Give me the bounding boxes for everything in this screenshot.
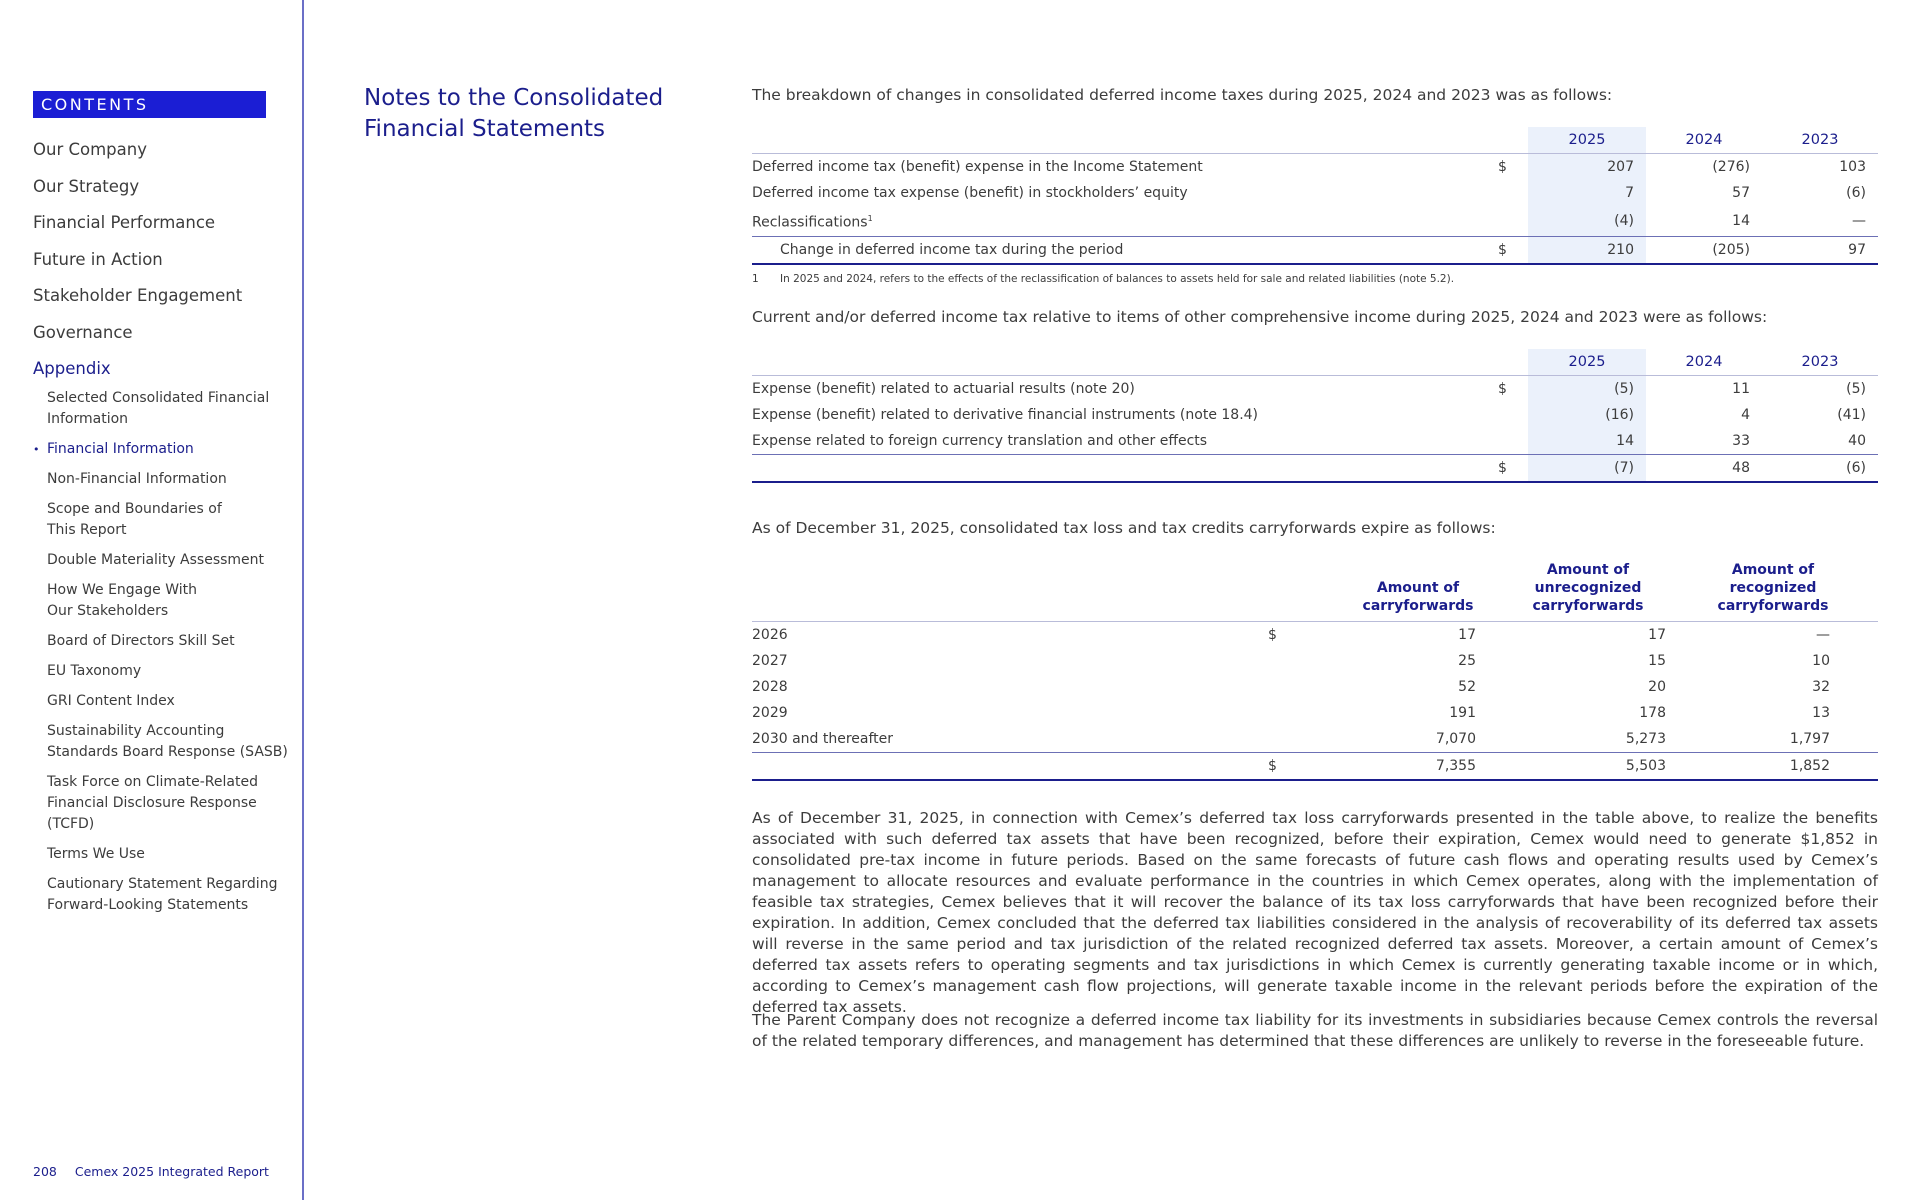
- value: 1,852: [1678, 753, 1878, 781]
- subnav-item[interactable]: Terms We Use: [47, 845, 145, 862]
- sidebar: [0, 0, 304, 1200]
- footnote-text: In 2025 and 2024, refers to the effects of the reclassification of balances to assets held for sale and related liabilities (note 5.2).: [780, 273, 1455, 285]
- appendix-subnav-wrapper: [33, 388, 293, 916]
- subnav-item[interactable]: Double Materiality Assessment: [47, 551, 265, 568]
- year-header: 2024: [1646, 127, 1762, 154]
- footnote: [752, 273, 1454, 285]
- value: 13: [1812, 705, 1830, 721]
- subnav-item[interactable]: EU Taxonomy: [47, 662, 142, 679]
- row-label: Deferred income tax (benefit) expense in the Income Statement: [752, 159, 1203, 175]
- currency: [1498, 206, 1528, 236]
- page-number: 208: [33, 1164, 57, 1179]
- currency: [1268, 648, 1298, 674]
- currency: [1498, 402, 1528, 428]
- value: (41): [1837, 407, 1866, 423]
- row-label: Expense (benefit) related to actuarial results (note 20): [752, 381, 1135, 397]
- value: 178: [1639, 705, 1666, 721]
- value: 57: [1732, 185, 1750, 201]
- section-title: Notes to the Consolidated Financial Statements: [364, 85, 664, 142]
- value: 210: [1528, 236, 1646, 264]
- value: (6): [1762, 455, 1878, 483]
- value: 32: [1812, 679, 1830, 695]
- value: 48: [1646, 455, 1762, 483]
- nav-item-future-in-action[interactable]: Future in Action: [33, 249, 163, 269]
- page-footer: [33, 1164, 269, 1179]
- value: 20: [1648, 679, 1666, 695]
- value: (5): [1846, 381, 1866, 397]
- table-row: [752, 376, 1878, 403]
- value: 15: [1648, 653, 1666, 669]
- row-label: [752, 206, 1498, 236]
- total-row: [752, 753, 1878, 781]
- intro-oci-taxes: Current and/or deferred income tax relative to items of other comprehensive income during 2025, 2024 and 2023 were as follows:: [752, 308, 1768, 326]
- value: (6): [1846, 185, 1866, 201]
- appendix-subnav: [33, 388, 293, 916]
- row-label: 2029: [752, 705, 788, 721]
- value: 1,797: [1789, 731, 1830, 747]
- footnote-ref: 1: [867, 214, 873, 223]
- table-row: [752, 154, 1878, 181]
- currency: [1268, 700, 1298, 726]
- table-row: [752, 180, 1878, 206]
- sidebar-nav: [33, 138, 293, 925]
- row-label: [752, 455, 1498, 483]
- value: (5): [1528, 376, 1646, 403]
- intro-carryforwards: As of December 31, 2025, consolidated tax loss and tax credits carryforwards expire as follows:: [752, 519, 1496, 537]
- year-header: 2023: [1762, 127, 1878, 154]
- table-header-row: [752, 561, 1878, 622]
- subnav-item[interactable]: GRI Content Index: [47, 692, 175, 709]
- currency: $: [1268, 753, 1298, 781]
- row-label: Expense (benefit) related to derivative financial instruments (note 18.4): [752, 407, 1259, 423]
- row-label-text: Reclassifications: [752, 214, 868, 231]
- report-title: Cemex 2025 Integrated Report: [74, 1164, 269, 1179]
- subnav-item[interactable]: Board of Directors Skill Set: [47, 632, 235, 649]
- value: (7): [1528, 455, 1646, 483]
- year-header: 2025: [1528, 127, 1646, 154]
- value: 207: [1528, 154, 1646, 181]
- year-header: 2025: [1528, 349, 1646, 376]
- subnav-item[interactable]: Task Force on Climate-Related Financial Disclosure Response (TCFD): [47, 773, 258, 832]
- currency: $: [1498, 159, 1507, 175]
- column-header: Amount of recognized carryforwards: [1678, 561, 1878, 622]
- table-row: [752, 648, 1878, 674]
- row-label: 2030 and thereafter: [752, 731, 894, 747]
- footnote-number: 1: [752, 273, 759, 285]
- subnav-item[interactable]: How We Engage With Our Stakeholders: [47, 581, 198, 619]
- nav-item-our-strategy[interactable]: Our Strategy: [33, 176, 140, 196]
- value: 103: [1839, 159, 1866, 175]
- column-header: Amount of carryforwards: [1298, 561, 1488, 622]
- table-header-row: [752, 349, 1878, 376]
- value: (205): [1646, 236, 1762, 264]
- value: 10: [1812, 653, 1830, 669]
- row-label: 2027: [752, 653, 788, 669]
- table-row: [752, 700, 1878, 726]
- row-label: 2028: [752, 679, 788, 695]
- deferred-tax-changes-table: [752, 127, 1878, 265]
- value: (4): [1528, 206, 1646, 236]
- oci-tax-table: [752, 349, 1878, 483]
- value: 5,503: [1488, 753, 1678, 781]
- subnav-item[interactable]: Non-Financial Information: [47, 470, 227, 487]
- value: 40: [1848, 433, 1866, 449]
- value: —: [1816, 627, 1830, 643]
- value: 7: [1528, 180, 1646, 206]
- value: 33: [1732, 433, 1750, 449]
- column-header: Amount of unrecognized carryforwards: [1488, 561, 1678, 622]
- value: 191: [1449, 705, 1476, 721]
- total-row: [752, 236, 1878, 264]
- row-label: 2026: [752, 627, 788, 643]
- value: (16): [1528, 402, 1646, 428]
- currency: $: [1498, 455, 1528, 483]
- currency: $: [1268, 627, 1277, 643]
- value: 4: [1741, 407, 1750, 423]
- value: 7,355: [1298, 753, 1488, 781]
- row-label: Change in deferred income tax during the period: [752, 236, 1498, 264]
- table-header-row: [752, 127, 1878, 154]
- value: 52: [1458, 679, 1476, 695]
- currency: $: [1498, 236, 1528, 264]
- nav-item-governance[interactable]: Governance: [33, 322, 133, 342]
- value: 7,070: [1435, 731, 1476, 747]
- currency: [1498, 180, 1528, 206]
- value: —: [1852, 212, 1866, 229]
- year-header: 2024: [1646, 349, 1762, 376]
- carryforwards-explanation: As of December 31, 2025, in connection with Cemex’s deferred tax loss carryforwards presented in the table above, to realize the benefits associated with such deferred tax assets that have been recognized, before their expiration, Cemex would need to generate $1,852 in consolidated pre-tax income in future periods. Based on the same forecasts of future cash flows and operating results used by Cemex’s management to allocate resources and evaluate performance in the countries in which Cemex operates, along with the implementation of feasible tax strategies, Cemex believes that it will recover the balance of its tax loss carryforwards that have been recognized before their expiration. In addition, Cemex concluded that the deferred tax liabilities considered in the analysis of recoverability of its deferred tax assets will reverse in the same period and tax jurisdiction of the related recognized deferred tax assets. Moreover, a certain amount of Cemex’s deferred tax assets refers to operating segments and tax jurisdictions in which Cemex is currently generating taxable income or in which, according to Cemex’s management cash flow projections, will generate taxable income in the relevant periods before the expiration of the deferred tax assets.: [752, 809, 1878, 1016]
- table-row: [752, 622, 1878, 649]
- table-row: [752, 726, 1878, 753]
- value: (276): [1712, 159, 1750, 175]
- total-row: [752, 455, 1878, 483]
- value: 14: [1732, 212, 1750, 229]
- table-row: [752, 674, 1878, 700]
- subnav-item[interactable]: Scope and Boundaries of This Report: [47, 500, 222, 538]
- row-label: Expense related to foreign currency translation and other effects: [752, 433, 1208, 449]
- value: 17: [1458, 627, 1476, 643]
- value: 11: [1732, 381, 1750, 397]
- subnav-item[interactable]: Sustainability Accounting Standards Board Response (SASB): [47, 722, 288, 760]
- nav-item-our-company[interactable]: Our Company: [33, 140, 147, 159]
- currency: [1268, 674, 1298, 700]
- intro-deferred-taxes: The breakdown of changes in consolidated deferred income taxes during 2025, 2024 and 2023 was as follows:: [752, 86, 1613, 104]
- subnav-item-active[interactable]: • Financial Information: [33, 439, 283, 460]
- subnav-item[interactable]: Selected Consolidated Financial Information: [47, 389, 270, 427]
- currency: [1268, 726, 1298, 753]
- value: 97: [1762, 236, 1878, 264]
- nav-item-financial-performance[interactable]: Financial Performance: [33, 213, 216, 232]
- nav-item-stakeholder-engagement[interactable]: Stakeholder Engagement: [33, 286, 243, 305]
- table-row: [752, 206, 1878, 236]
- table-row: [752, 428, 1878, 455]
- parent-company-note: The Parent Company does not recognize a deferred income tax liability for its investments in subsidiaries because Cemex controls the reversal of the related temporary differences, and management has determined that these differences are unlikely to reverse in the foreseeable future.: [752, 1011, 1878, 1050]
- value: 25: [1458, 653, 1476, 669]
- currency: $: [1498, 381, 1507, 397]
- table-row: [752, 402, 1878, 428]
- row-label: Deferred income tax expense (benefit) in stockholders’ equity: [752, 185, 1188, 201]
- currency: [1498, 428, 1528, 455]
- nav-item-appendix[interactable]: Appendix: [33, 359, 111, 378]
- value: 5,273: [1625, 731, 1666, 747]
- subnav-item[interactable]: Cautionary Statement Regarding Forward-Looking Statements: [47, 875, 278, 913]
- year-header: 2023: [1762, 349, 1878, 376]
- row-label: [752, 753, 1268, 781]
- value: 17: [1648, 627, 1666, 643]
- carryforwards-table: [752, 561, 1878, 781]
- value: 14: [1528, 428, 1646, 455]
- contents-label[interactable]: CONTENTS: [33, 91, 266, 118]
